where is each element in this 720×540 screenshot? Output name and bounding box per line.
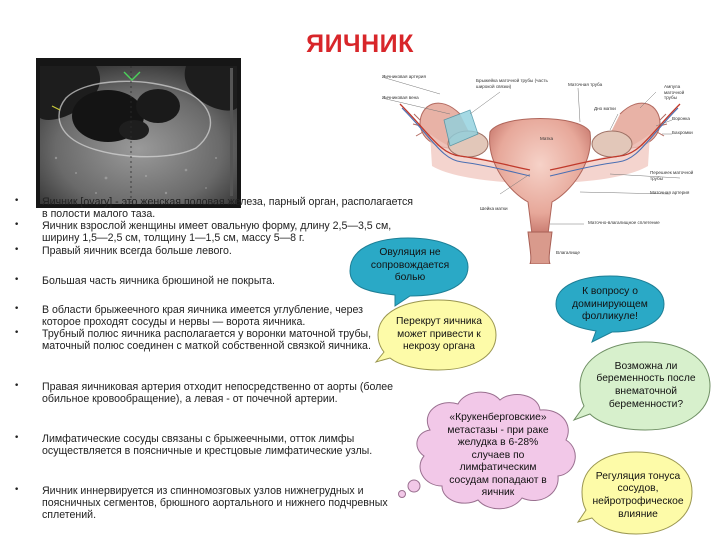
bullet-dot: •: [14, 485, 20, 495]
callout-dominant-text: [560, 280, 660, 330]
bullet-text: Лимфатические сосуды связаны с брыжеечными, отток лимфы осуществляется в поясничные и крестцовые лимфатические узлы.: [42, 433, 373, 457]
anatomy-label-tube: Маточная труба: [568, 82, 603, 87]
bullet-dot: •: [14, 304, 20, 314]
bullet-dot: •: [14, 381, 20, 391]
anatomy-label-ovarian-vein: Яичниковая вена: [382, 95, 419, 100]
bullet-text: Правый яичник всегда больше левого.: [42, 245, 232, 257]
bullet-text: Большая часть яичника брюшиной не покрыта.: [42, 275, 275, 287]
bullet-text: Трубный полюс яичника располагается у воронки маточной трубы, маточный полюс соединен с маткой собственной связкой яичника.: [42, 328, 372, 352]
bullet-dot: •: [14, 275, 20, 285]
anatomy-label-ovarian-artery: Яичниковая артерия: [382, 74, 426, 79]
callout-dominant-label: К вопросу о доминирующем фолликуле!: [572, 286, 648, 323]
anatomy-label-isthmus: Перешеек маточной трубы: [650, 170, 694, 181]
bullet-dot: •: [14, 433, 20, 443]
callout-pregnancy-text: [596, 348, 696, 424]
bullet-text: В области брыжеечного края яичника имеется углубление, через которое проходят сосуды и нервы — ворота яичника.: [42, 304, 364, 328]
anatomy-label-infundibulum: Воронка: [672, 116, 690, 121]
callout-torsion-text: [394, 304, 484, 366]
anatomy-label-uterus: Матка: [540, 136, 554, 141]
anatomy-label-mesosalpinx: Брыжейка маточной трубы (часть широкой связки): [476, 78, 548, 89]
callout-pregnancy-label: Возможна ли беременность после внематочной беременности?: [596, 360, 696, 410]
callout-krukenberg-label: «Крукенберговские» метастазы - при раке желудка в 6-28% случаев по лимфатическим сосудам попадают в яичник: [447, 411, 549, 499]
bullet-dot: •: [14, 328, 20, 338]
anatomy-label-plexus: Маточно-влагалищное сплетение: [588, 220, 660, 225]
bullet-text: Яичник [ovary] - это женская половая железа, парный орган, располагается в полости малого таза.: [42, 196, 413, 220]
bullet-text: Яичник иннервируется из спинномозговых узлов нижнегрудных и поясничных сегментов, брюшного аортального и нижнего подчревных сплетений.: [42, 485, 388, 521]
anatomy-label-cervix: Шейка матки: [480, 206, 508, 211]
bullet-text: Правая яичниковая артерия отходит непосредственно от аорты (более обильное кровообращение), а левая - от почечной артерии.: [42, 381, 394, 405]
bullet-dot: •: [14, 196, 20, 206]
callout-torsion-label: Перекрут яичника может привести к некрозу органа: [395, 316, 482, 353]
bullet-dot: •: [14, 245, 20, 255]
callout-ovulation-label: Овуляция не сопровождается болью: [370, 247, 450, 284]
anatomy-label-uterine-artery: Маточная артерия: [650, 190, 690, 195]
slide-title: ЯИЧНИК: [306, 30, 414, 58]
anatomy-label-ampulla: Ампула маточной трубы: [664, 84, 685, 100]
callout-krukenberg-text: [440, 406, 556, 506]
bullet-dot: •: [14, 220, 20, 230]
callout-ovulation-text: [362, 240, 458, 292]
callout-regulation-label: Регуляция тонуса сосудов, нейротрофическое влияние: [592, 470, 684, 520]
anatomy-label-fimbriae: Бахромки: [672, 130, 693, 135]
bullet-text: Яичник взрослой женщины имеет овальную форму, длину 2,5—3,5 см, ширину 1,5—2,5 см, толщину 1—1,5 см, массу 5—8 г.: [42, 220, 392, 244]
anatomy-label-fundus: Дно матки: [594, 106, 616, 111]
anatomy-label-vagina: Влагалище: [556, 250, 580, 255]
callout-regulation-text: [592, 460, 684, 532]
